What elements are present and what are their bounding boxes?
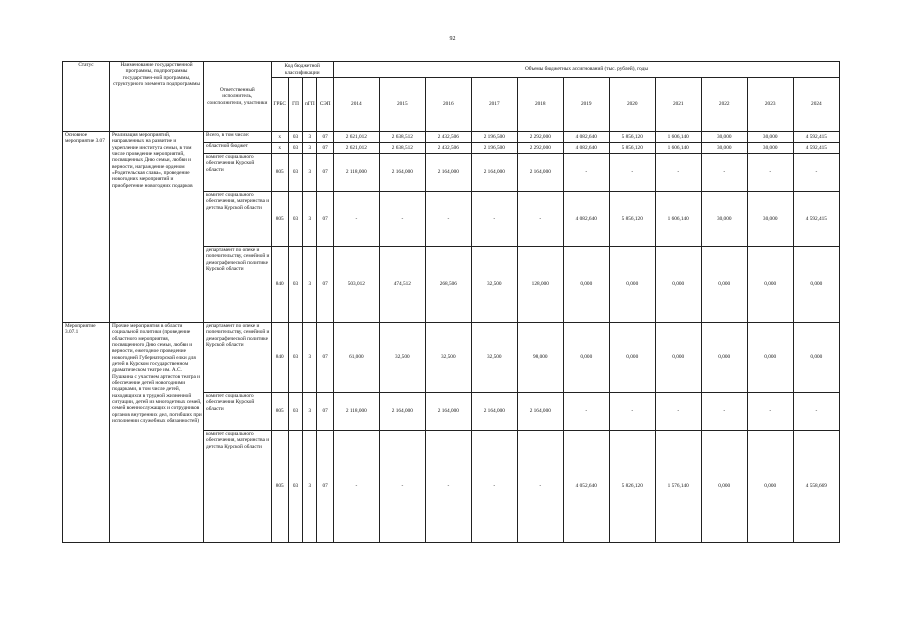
col-year: 2017 bbox=[471, 78, 517, 132]
value-cell: 0,000 bbox=[793, 323, 839, 393]
table-body bbox=[63, 132, 840, 543]
value-cell: 32,500 bbox=[425, 323, 471, 393]
value-cell: 4 592,415 bbox=[793, 192, 839, 247]
value-cell: 2 638,512 bbox=[379, 132, 425, 143]
col-year: 2019 bbox=[563, 78, 609, 132]
col-year: 2021 bbox=[655, 78, 701, 132]
pgp-cell: 3 bbox=[303, 247, 317, 323]
value-cell: 4 052,640 bbox=[563, 431, 609, 543]
pgp-cell: 3 bbox=[303, 393, 317, 431]
col-volumes: Объемы бюджетных ассигнований (тыс. рублей), годы bbox=[333, 62, 839, 78]
value-cell: 5 856,120 bbox=[609, 132, 655, 143]
status-cell: Основное мероприятие 3.07 bbox=[63, 132, 110, 323]
value-cell: - bbox=[563, 154, 609, 192]
gp-cell: 03 bbox=[288, 154, 302, 192]
col-gp: ГП bbox=[288, 78, 302, 132]
value-cell: 30,000 bbox=[747, 192, 793, 247]
value-cell: 2 292,000 bbox=[517, 132, 563, 143]
status-cell: Мероприятие 3.07.1 bbox=[63, 323, 110, 543]
grbs-cell: x bbox=[271, 143, 288, 154]
pgp-cell: 3 bbox=[303, 132, 317, 143]
value-cell: 1 606,140 bbox=[655, 192, 701, 247]
sze-cell: 07 bbox=[317, 431, 333, 543]
value-cell: 2 164,000 bbox=[425, 154, 471, 192]
value-cell: 30,000 bbox=[747, 143, 793, 154]
value-cell: 474,512 bbox=[379, 247, 425, 323]
value-cell: 30,000 bbox=[747, 132, 793, 143]
value-cell: 2 638,512 bbox=[379, 143, 425, 154]
executor-cell: Всего, в том числе: bbox=[204, 132, 271, 143]
value-cell: 0,000 bbox=[609, 247, 655, 323]
name-cell: Прочие мероприятия в области социальной политики (проведение областного мероприятия, посвященного Дню семьи, любви и верности, ежегодное проведение новогодней Губернаторской елки для детей в Курском государственном драматическом театре им. А.С. Пушкина с участием артистов театра и обеспечение детей новогодними подарками, в том числе детей, находящихся в трудной жизненной ситуации, детей из многодетных семей, семей военнослужащих и сотрудников органов внутренних дел, погибших при исполнении служебных обязанностей) bbox=[110, 323, 204, 543]
value-cell: 0,000 bbox=[701, 431, 747, 543]
value-cell: 0,000 bbox=[655, 323, 701, 393]
value-cell: 32,500 bbox=[379, 323, 425, 393]
value-cell: 268,506 bbox=[425, 247, 471, 323]
value-cell: 2 164,000 bbox=[425, 393, 471, 431]
gp-cell: 03 bbox=[288, 393, 302, 431]
name-cell: Реализация мероприятий, направленных на развитие и укрепление института семьи, в том числе проведение мероприятий, посвященных Дню семьи, любви и верности, награждение орденом «Родительская слава», проведение новогодних мероприятий и приобретение новогодних подарков bbox=[110, 132, 204, 323]
sze-cell: 07 bbox=[317, 323, 333, 393]
value-cell: 0,000 bbox=[655, 247, 701, 323]
value-cell: - bbox=[471, 192, 517, 247]
value-cell: 2 621,012 bbox=[333, 132, 379, 143]
grbs-cell: 805 bbox=[271, 154, 288, 192]
value-cell: 32,500 bbox=[471, 247, 517, 323]
col-year: 2016 bbox=[425, 78, 471, 132]
executor-cell: департамент по опеке и попечительству, семейной и демографической политике Курской области bbox=[204, 247, 271, 323]
sze-cell: 07 bbox=[317, 132, 333, 143]
value-cell: 4 082,640 bbox=[563, 192, 609, 247]
value-cell: 128,000 bbox=[517, 247, 563, 323]
pgp-cell: 3 bbox=[303, 431, 317, 543]
value-cell: - bbox=[379, 431, 425, 543]
value-cell: 2 118,000 bbox=[333, 393, 379, 431]
gp-cell: 03 bbox=[288, 192, 302, 247]
pgp-cell: 3 bbox=[303, 154, 317, 192]
gp-cell: 03 bbox=[288, 143, 302, 154]
pgp-cell: 3 bbox=[303, 323, 317, 393]
value-cell: - bbox=[333, 192, 379, 247]
value-cell: 0,000 bbox=[701, 247, 747, 323]
executor-cell: комитет социального обеспечения, материнства и детства Курской области bbox=[204, 431, 271, 543]
value-cell: 4 592,415 bbox=[793, 132, 839, 143]
value-cell: 0,000 bbox=[747, 323, 793, 393]
value-cell: 30,000 bbox=[701, 132, 747, 143]
value-cell: 2 164,000 bbox=[471, 393, 517, 431]
gp-cell: 03 bbox=[288, 132, 302, 143]
executor-cell: департамент по опеке и попечительству, семейной и демографической политике Курской области bbox=[204, 323, 271, 393]
sze-cell: 07 bbox=[317, 154, 333, 192]
pgp-cell: 3 bbox=[303, 192, 317, 247]
value-cell: 98,000 bbox=[517, 323, 563, 393]
col-year: 2020 bbox=[609, 78, 655, 132]
value-cell: - bbox=[793, 393, 839, 431]
value-cell: 0,000 bbox=[563, 323, 609, 393]
value-cell: - bbox=[471, 431, 517, 543]
col-year: 2015 bbox=[379, 78, 425, 132]
page-number: 92 bbox=[449, 36, 456, 42]
value-cell: 1 606,140 bbox=[655, 132, 701, 143]
col-budget-code: Код бюджетной классификации bbox=[271, 62, 333, 78]
value-cell: 61,000 bbox=[333, 323, 379, 393]
col-grbs: ГРБС bbox=[271, 78, 288, 132]
value-cell: 2 164,000 bbox=[517, 393, 563, 431]
col-sze: СЭП bbox=[317, 78, 333, 132]
col-executor: Ответственный исполнитель, соисполнители, участники bbox=[204, 62, 271, 132]
col-year: 2022 bbox=[701, 78, 747, 132]
value-cell: - bbox=[793, 154, 839, 192]
value-cell: 4 592,415 bbox=[793, 143, 839, 154]
value-cell: 5 856,120 bbox=[609, 143, 655, 154]
value-cell: - bbox=[333, 431, 379, 543]
value-cell: 0,000 bbox=[609, 323, 655, 393]
value-cell: 4 082,640 bbox=[563, 143, 609, 154]
col-year: 2014 bbox=[333, 78, 379, 132]
value-cell: - bbox=[609, 393, 655, 431]
value-cell: 0,000 bbox=[747, 431, 793, 543]
executor-cell: областной бюджет bbox=[204, 143, 271, 154]
value-cell: 2 118,000 bbox=[333, 154, 379, 192]
value-cell: - bbox=[379, 192, 425, 247]
value-cell: 2 196,500 bbox=[471, 132, 517, 143]
col-name: Наименование государственной программы, подпрограммы государствен-ной программы, структурного элемента подпрограммы bbox=[110, 62, 204, 132]
col-pgp: пГП bbox=[303, 78, 317, 132]
value-cell: 30,000 bbox=[701, 143, 747, 154]
budget-table bbox=[62, 61, 840, 543]
value-cell: 0,000 bbox=[747, 247, 793, 323]
executor-cell: комитет социального обеспечения Курской области bbox=[204, 154, 271, 192]
value-cell: 2 164,000 bbox=[379, 393, 425, 431]
value-cell: 1 576,140 bbox=[655, 431, 701, 543]
sze-cell: 07 bbox=[317, 143, 333, 154]
value-cell: 4 558,669 bbox=[793, 431, 839, 543]
gp-cell: 03 bbox=[288, 431, 302, 543]
value-cell: - bbox=[517, 192, 563, 247]
value-cell: 2 196,500 bbox=[471, 143, 517, 154]
value-cell: 30,000 bbox=[701, 192, 747, 247]
value-cell: 2 292,000 bbox=[517, 143, 563, 154]
grbs-cell: 840 bbox=[271, 247, 288, 323]
table-row bbox=[63, 132, 840, 143]
sze-cell: 07 bbox=[317, 192, 333, 247]
value-cell: - bbox=[425, 431, 471, 543]
value-cell: 5 826,120 bbox=[609, 431, 655, 543]
sze-cell: 07 bbox=[317, 247, 333, 323]
gp-cell: 03 bbox=[288, 247, 302, 323]
executor-cell: комитет социального обеспечения, материнства и детства Курской области bbox=[204, 192, 271, 247]
value-cell: 4 082,640 bbox=[563, 132, 609, 143]
value-cell: - bbox=[563, 393, 609, 431]
value-cell: 2 621,012 bbox=[333, 143, 379, 154]
value-cell: - bbox=[425, 192, 471, 247]
grbs-cell: 805 bbox=[271, 431, 288, 543]
value-cell: 2 432,506 bbox=[425, 143, 471, 154]
table-row bbox=[63, 323, 840, 393]
value-cell: 2 164,000 bbox=[379, 154, 425, 192]
value-cell: - bbox=[701, 393, 747, 431]
grbs-cell: 805 bbox=[271, 192, 288, 247]
value-cell: 2 164,000 bbox=[517, 154, 563, 192]
value-cell: - bbox=[747, 393, 793, 431]
value-cell: 5 856,120 bbox=[609, 192, 655, 247]
sze-cell: 07 bbox=[317, 393, 333, 431]
value-cell: - bbox=[655, 393, 701, 431]
value-cell: 2 432,506 bbox=[425, 132, 471, 143]
gp-cell: 03 bbox=[288, 323, 302, 393]
value-cell: - bbox=[701, 154, 747, 192]
value-cell: - bbox=[747, 154, 793, 192]
value-cell: - bbox=[517, 431, 563, 543]
col-status: Статус bbox=[63, 62, 110, 132]
value-cell: 2 164,000 bbox=[471, 154, 517, 192]
value-cell: 503,012 bbox=[333, 247, 379, 323]
value-cell: 0,000 bbox=[701, 323, 747, 393]
pgp-cell: 3 bbox=[303, 143, 317, 154]
grbs-cell: 840 bbox=[271, 323, 288, 393]
value-cell: 32,500 bbox=[471, 323, 517, 393]
value-cell: 0,000 bbox=[793, 247, 839, 323]
grbs-cell: 805 bbox=[271, 393, 288, 431]
value-cell: 0,000 bbox=[563, 247, 609, 323]
value-cell: - bbox=[655, 154, 701, 192]
col-year: 2023 bbox=[747, 78, 793, 132]
col-year: 2024 bbox=[793, 78, 839, 132]
value-cell: 1 606,140 bbox=[655, 143, 701, 154]
executor-cell: комитет социального обеспечения Курской области bbox=[204, 393, 271, 431]
col-year: 2018 bbox=[517, 78, 563, 132]
grbs-cell: x bbox=[271, 132, 288, 143]
value-cell: - bbox=[609, 154, 655, 192]
